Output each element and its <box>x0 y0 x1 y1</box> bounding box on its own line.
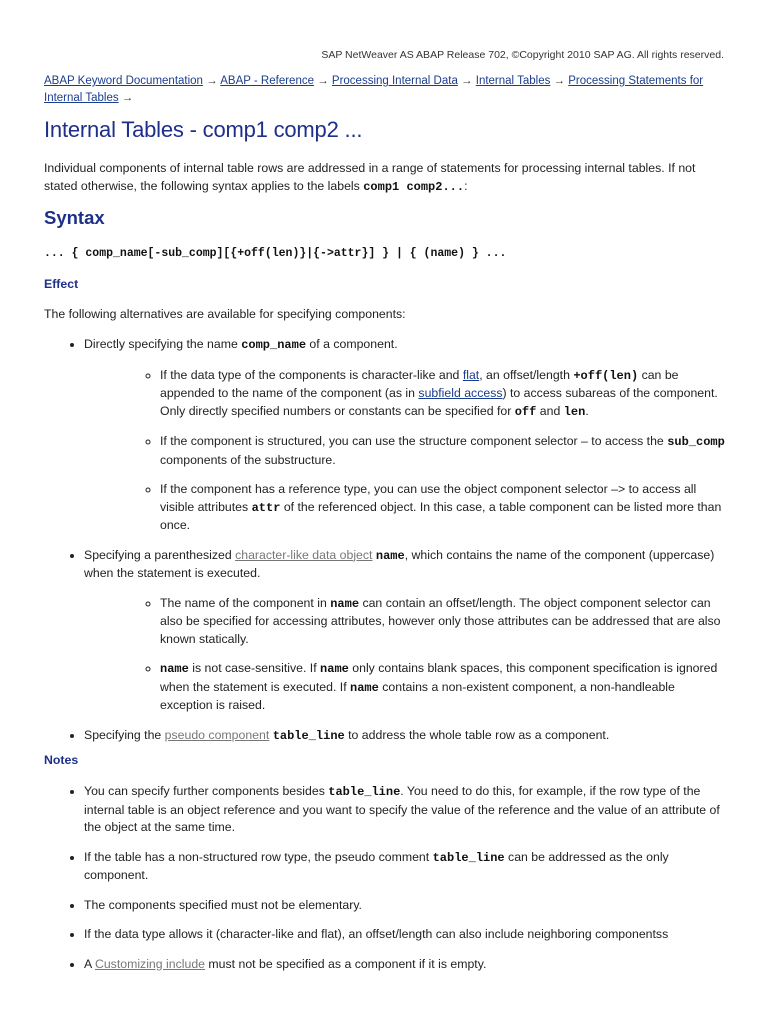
link-subfield-access[interactable]: subfield access <box>418 386 503 400</box>
subitem-code: name <box>320 662 349 676</box>
subitem-code: len <box>563 404 586 419</box>
subitem-code: off <box>514 404 537 419</box>
subitem-structured <box>160 433 728 469</box>
intro-code: comp1 comp2... <box>363 179 465 194</box>
effect-text: The following alternatives are available for specifying components: <box>44 307 406 321</box>
subitem-text: is not case-sensitive. If <box>188 661 321 675</box>
item-text: Specifying a parenthesized <box>84 547 236 562</box>
intro-text: Individual components of internal table rows are addressed in a range of statements for processing internal tables. If not stated otherwise, the following syntax applies to the labels <box>44 161 696 193</box>
note-text: A <box>84 956 95 971</box>
note-item <box>84 783 728 837</box>
page-title: Internal Tables - comp1 comp2 ... <box>44 117 363 142</box>
subitem-text: contains a non-existent component, a non-handleable exception is raised. <box>160 679 675 712</box>
item-text: Directly specifying the name <box>84 337 242 351</box>
item-text: Specifying the <box>84 727 165 742</box>
subitem-text: can be appended to the name of the component (as in <box>160 367 679 400</box>
subitem-text: If the component is structured, you can use the structure component selector – to access the <box>160 434 668 448</box>
breadcrumb-separator: → <box>553 75 566 87</box>
item-text: to address the whole table row as a component. <box>344 727 610 742</box>
subitem-code: name <box>160 662 189 676</box>
link-flat[interactable]: flat <box>462 367 480 382</box>
effect-heading: Effect <box>44 277 79 291</box>
note-item <box>84 849 728 885</box>
note-text: If the data type allows it (character-like and flat), an offset/length can also include neighboring componentss <box>84 927 669 941</box>
note-text: . You need to do this, for example, if the row type of the internal table is an object reference and you want to specify the value of the reference and the value of an attribute of the object at the same time. <box>84 784 720 834</box>
subitem-code: sub_comp <box>667 435 725 449</box>
subitem-text: can contain an offset/length. The object component selector can also be specified for accessing attributes, however only those attributes can be addressed that are also known statically. <box>160 595 721 646</box>
breadcrumb <box>44 73 724 107</box>
item-code: comp_name <box>241 338 307 352</box>
subitem-text: ) to access subareas of the component. Only directly specified numbers or constants can be specified for <box>160 386 718 418</box>
item-text: , which contains the name of the component (uppercase) when the statement is executed. <box>84 547 715 580</box>
subitem-case-sensitive <box>160 660 728 715</box>
subitem-text: of the referenced object. In this case, a table component can be listed more than once. <box>160 499 722 532</box>
subitem-text: If the data type of the components is character-like and <box>160 367 463 382</box>
breadcrumb-separator: → <box>461 75 473 87</box>
note-text: can be addressed as the only component. <box>84 849 669 882</box>
syntax-code: ... { comp_name[-sub_comp][{+off(len)}|{->attr}] } | { (name) } ... <box>44 247 507 260</box>
link-character-like-data-object[interactable]: character-like data object <box>235 547 373 562</box>
breadcrumb-link-keyword-documentation[interactable]: ABAP Keyword Documentation <box>44 75 203 87</box>
note-text: If the table has a non-structured row type, the pseudo comment <box>84 849 433 864</box>
effect-sublist-direct <box>84 367 728 535</box>
breadcrumb-link-internal-tables[interactable]: Internal Tables <box>475 75 551 87</box>
effect-list <box>44 336 728 757</box>
note-code: table_line <box>432 850 505 865</box>
note-text: The components specified must not be elementary. <box>84 897 362 912</box>
subitem-name-offset <box>160 595 728 649</box>
subitem-code: +off(len) <box>573 368 639 383</box>
breadcrumb-separator: → <box>206 75 218 87</box>
link-customizing-include[interactable]: Customizing include <box>94 956 205 971</box>
breadcrumb-separator: → <box>121 92 134 104</box>
subitem-text: . <box>585 403 589 418</box>
breadcrumb-link-processing-internal-data[interactable]: Processing Internal Data <box>331 75 458 87</box>
subitem-offset-length <box>160 367 728 422</box>
subitem-reference-type <box>160 481 728 535</box>
intro-paragraph <box>44 160 728 196</box>
note-item <box>84 956 728 974</box>
subitem-text: only contains blank spaces, this component specification is ignored when the statement is executed. If <box>160 661 718 694</box>
copyright-notice: SAP NetWeaver AS ABAP Release 702, ©Copyright 2010 SAP AG. All rights reserved. <box>321 49 724 61</box>
subitem-code: attr <box>251 500 281 515</box>
note-text: You can specify further components besides <box>84 784 329 798</box>
link-pseudo-component[interactable]: pseudo component <box>164 727 270 742</box>
subitem-code: name <box>330 596 360 611</box>
effect-item-direct-name <box>84 336 728 535</box>
subitem-text: , an offset/length <box>479 367 574 382</box>
notes-heading: Notes <box>44 753 79 767</box>
note-text: must not be specified as a component if it is empty. <box>205 956 487 971</box>
item-code: name <box>375 548 405 563</box>
subitem-code: name <box>350 680 379 695</box>
syntax-heading: Syntax <box>44 207 105 228</box>
breadcrumb-link-abap-reference[interactable]: ABAP - Reference <box>220 75 314 87</box>
effect-item-pseudo-component <box>84 727 728 746</box>
breadcrumb-link-processing-statements[interactable]: Processing Statements for Internal Tables <box>44 75 704 104</box>
effect-item-parenthesized <box>84 547 728 715</box>
subitem-text: The name of the component in <box>160 595 331 610</box>
note-item <box>84 926 728 944</box>
item-code: table_line <box>272 728 345 743</box>
subitem-text: components of the substructure. <box>160 452 336 467</box>
note-item <box>84 897 728 915</box>
note-code: table_line <box>328 785 401 799</box>
effect-sublist-parenthesized <box>84 595 728 715</box>
notes-list <box>44 783 728 985</box>
item-text: of a component. <box>306 337 398 351</box>
breadcrumb-separator: → <box>317 75 329 87</box>
intro-end: : <box>464 178 468 193</box>
subitem-text: and <box>536 403 564 418</box>
subitem-text: If the component has a reference type, you can use the object component selector –> to access all visible attributes <box>160 482 697 514</box>
